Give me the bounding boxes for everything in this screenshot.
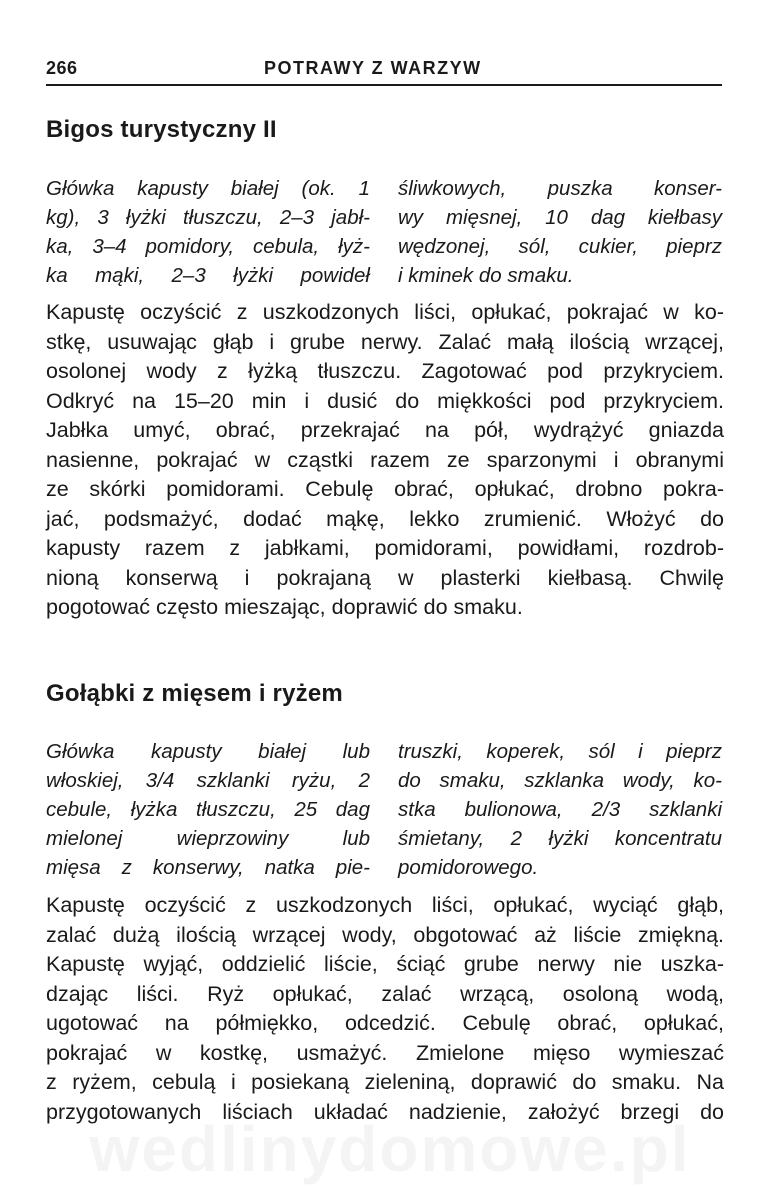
instruction-line: osolonej wody z łyżką tłuszczu. Zagotować pod przykryciem. [46, 359, 724, 383]
instruction-line: z ryżem, cebulą i posiekaną zieleniną, doprawić do smaku. Na [46, 1070, 724, 1094]
instruction-line: ze skórki pomidorami. Cebulę obrać, opłukać, drobno pokra- [46, 477, 724, 501]
ingredients-bigos [46, 174, 722, 290]
instruction-line: zalać dużą ilością wrzącej wody, obgotować aż liście zmiękną. [46, 922, 724, 947]
watermark [70, 1112, 710, 1186]
ingredients-left-column [46, 737, 370, 882]
instruction-line: Kapustę oczyścić z uszkodzonych liści, opłukać, wyciąć głąb, [46, 893, 724, 917]
running-head [46, 54, 722, 86]
instruction-line: Jabłka umyć, obrać, przekrajać na pół, wydrążyć gniazda [46, 418, 724, 442]
ingredient-line: śmietany, 2 łyżki koncentratu [398, 827, 722, 850]
ingredient-line: stka bulionowa, 2/3 szklanki [398, 798, 722, 821]
ingredient-line: kg), 3 łyżki tłuszczu, 2–3 jabł- [46, 206, 370, 229]
ingredient-line: i kminek do smaku. [398, 264, 574, 287]
instruction-line: dzając liści. Ryż opłukać, zalać wrzącą, osoloną wodą, [46, 981, 724, 1006]
recipe-title-golabki: Gołąbki z mięsem i ryżem [46, 680, 343, 707]
instruction-line: przygotowanych liściach układać nadzienie, założyć brzegi do [46, 1099, 724, 1124]
instruction-line: ugotować na półmiękko, odcedzić. Cebulę obrać, opłukać, [46, 1011, 724, 1035]
instruction-line: kapusty razem z jabłkami, pomidorami, powidłami, rozdrob- [46, 536, 724, 560]
ingredient-line: truszki, koperek, sól i pieprz [398, 740, 722, 763]
ingredient-line: włoskiej, 3/4 szklanki ryżu, 2 [46, 769, 370, 792]
chapter-title: POTRAWY Z WARZYW [264, 58, 482, 78]
instruction-line: Kapustę wyjąć, oddzielić liście, ściąć grube nerwy nie uszka- [46, 952, 724, 976]
ingredient-line: ka mąki, 2–3 łyżki powideł [46, 264, 370, 287]
instruction-line: Odkryć na 15–20 min i dusić do miękkości pod przykryciem. [46, 388, 724, 413]
recipe-title-bigos: Bigos turystyczny II [46, 116, 277, 143]
instructions-golabki [46, 891, 724, 1127]
instruction-line: stkę, usuwając głąb i grube nerwy. Zalać małą ilością wrzącej, [46, 329, 724, 354]
ingredient-line: ka, 3–4 pomidory, cebula, łyż- [46, 235, 370, 258]
page-number: 266 [46, 58, 78, 78]
ingredients-right-column [398, 737, 722, 882]
instruction-line: nioną konserwą i pokrajaną w plasterki kiełbasą. Chwilę [46, 565, 724, 590]
ingredient-line: Główka kapusty białej (ok. 1 [46, 177, 370, 200]
ingredients-left-column [46, 174, 370, 290]
instruction-line: pokrajać w kostkę, usmażyć. Zmielone mięso wymieszać [46, 1040, 724, 1065]
ingredient-line: Główka kapusty białej lub [46, 740, 370, 763]
ingredient-line: pomidorowego. [398, 856, 539, 879]
ingredients-golabki [46, 737, 722, 882]
ingredient-line: do smaku, szklanka wody, ko- [398, 769, 722, 792]
ingredient-line: wędzonej, sól, cukier, pieprz [398, 235, 722, 258]
instruction-line: pogotować często mieszając, doprawić do smaku. [46, 595, 523, 619]
ingredients-right-column [398, 174, 722, 290]
instruction-line: Kapustę oczyścić z uszkodzonych liści, opłukać, pokrajać w ko- [46, 300, 724, 324]
ingredient-line: wy mięsnej, 10 dag kiełbasy [398, 206, 722, 229]
instruction-line: jać, podsmażyć, dodać mąkę, lekko zrumienić. Włożyć do [46, 506, 724, 531]
ingredient-line: mielonej wieprzowiny lub [46, 827, 370, 850]
ingredient-line: mięsa z konserwy, natka pie- [46, 856, 370, 879]
ingredient-line: cebule, łyżka tłuszczu, 25 dag [46, 798, 370, 821]
instructions-bigos [46, 298, 724, 623]
instruction-line: nasienne, pokrajać w cząstki razem ze sparzonymi i obranymi [46, 447, 724, 472]
ingredient-line: śliwkowych, puszka konser- [398, 177, 722, 200]
